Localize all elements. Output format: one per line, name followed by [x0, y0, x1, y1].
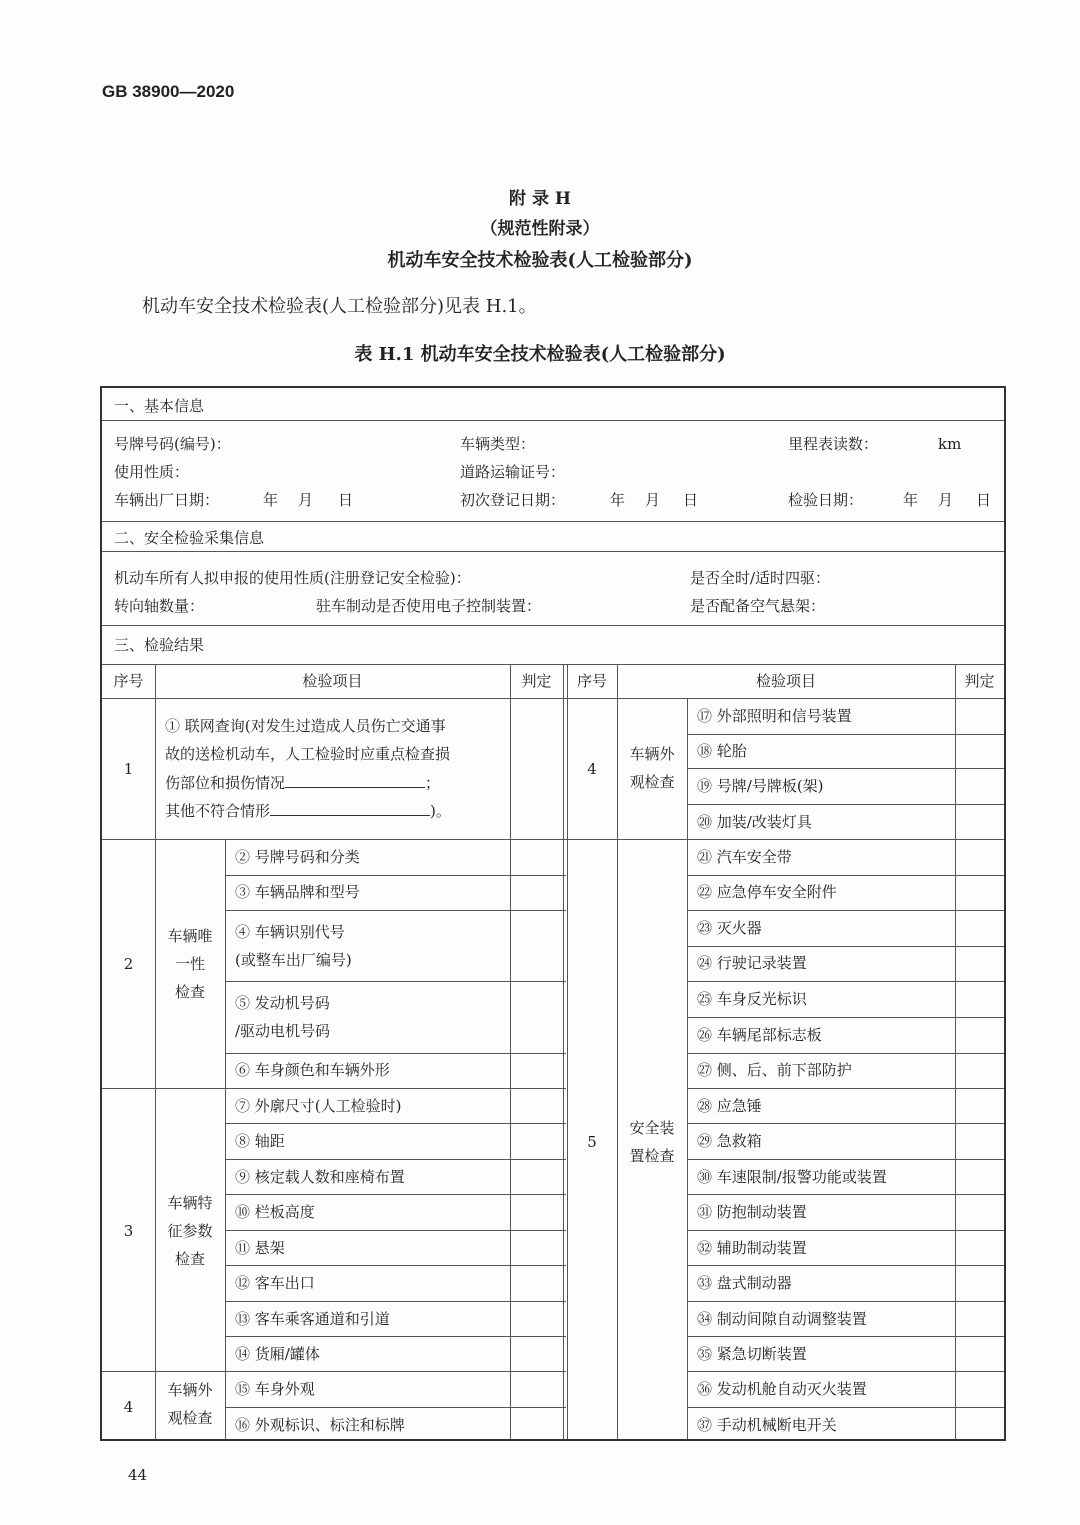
- item-10: ⑩ 栏板高度: [235, 1203, 315, 1221]
- item-16: ⑯ 外观标识、标注和标牌: [235, 1416, 405, 1434]
- odometer-label: 里程表读数：: [788, 435, 879, 453]
- item-1-line3: 伤部位和损伤情况 ；: [165, 774, 441, 792]
- item-37: ㊲ 手动机械断电开关: [697, 1416, 837, 1434]
- item-13: ⑬ 客车乘客通道和引道: [235, 1310, 390, 1328]
- category-2-line3: 检查: [174, 983, 205, 1001]
- item-7: ⑦ 外廓尺寸(人工检验时): [235, 1097, 402, 1115]
- item-2: ② 号牌号码和分类: [235, 848, 360, 866]
- col-judge-left: 判定: [521, 672, 552, 690]
- category-3-line3: 检查: [174, 1250, 205, 1268]
- item-3: ③ 车辆品牌和型号: [235, 883, 360, 901]
- item-19: ⑲ 号牌/号牌板(架): [697, 777, 824, 795]
- intro-text: 机动车安全技术检验表(人工检验部分)见表 H.1。: [142, 296, 537, 317]
- item-35: ㉟ 紧急切断装置: [697, 1345, 807, 1363]
- item-17: ⑰ 外部照明和信号装置: [697, 707, 852, 725]
- standard-number: GB 38900—2020: [102, 82, 235, 101]
- first-reg-day: 日: [683, 491, 699, 509]
- item-24: ㉔ 行驶记录装置: [697, 954, 807, 972]
- item-11: ⑪ 悬架: [235, 1239, 285, 1257]
- category-2-line1: 车辆唯: [167, 927, 213, 945]
- category-5-line2: 置检查: [629, 1147, 675, 1165]
- category-5-line1: 安全装: [629, 1119, 675, 1137]
- declared-usage-label: 机动车所有人拟申报的使用性质(注册登记安全检验)：: [114, 569, 471, 587]
- item-26: ㉖ 车辆尾部标志板: [697, 1026, 822, 1044]
- seq-5: 5: [587, 1133, 597, 1151]
- seq-4-right: 4: [587, 760, 597, 778]
- section-results-title: 三、检验结果: [114, 636, 205, 654]
- item-21: ㉑ 汽车安全带: [697, 848, 792, 866]
- item-1-line2: 故的送检机动车，人工检验时应重点检查损: [165, 745, 451, 763]
- item-5: ⑤ 发动机号码: [235, 994, 330, 1012]
- table-caption: 表 H.1 机动车安全技术检验表(人工检验部分): [354, 344, 726, 365]
- plate-number-label: 号牌号码(编号)：: [114, 435, 231, 453]
- inspection-day: 日: [976, 491, 992, 509]
- section-collect-info-title: 二、安全检验采集信息: [114, 529, 265, 547]
- category-4-right-line2: 观检查: [629, 773, 675, 791]
- first-reg-month: 月: [645, 491, 661, 509]
- item-4-line2: (或整车出厂编号): [235, 951, 352, 969]
- category-3-line2: 征参数: [167, 1222, 213, 1240]
- seq-4-left: 4: [123, 1398, 134, 1416]
- awd-label: 是否全时/适时四驱：: [690, 569, 831, 587]
- road-permit-label: 道路运输证号：: [460, 463, 566, 481]
- inspection-table: [100, 386, 1006, 1441]
- section-basic-info-title: 一、基本信息: [114, 397, 205, 415]
- factory-year: 年: [263, 491, 279, 509]
- item-14: ⑭ 货厢/罐体: [235, 1345, 320, 1363]
- item-25: ㉕ 车身反光标识: [697, 990, 807, 1008]
- inspection-year: 年: [903, 491, 919, 509]
- category-3-line1: 车辆特: [167, 1194, 213, 1212]
- item-15: ⑮ 车身外观: [235, 1380, 315, 1398]
- category-4-left-line1: 车辆外: [167, 1381, 213, 1399]
- col-seq-right: 序号: [576, 672, 607, 690]
- col-judge-right: 判定: [964, 672, 995, 690]
- vehicle-type-label: 车辆类型：: [460, 435, 536, 453]
- item-8: ⑧ 轴距: [235, 1132, 285, 1150]
- col-item-left: 检验项目: [302, 672, 363, 690]
- category-4-left-line2: 观检查: [167, 1409, 213, 1427]
- item-29: ㉙ 急救箱: [697, 1132, 762, 1150]
- item-31: ㉛ 防抱制动装置: [697, 1203, 807, 1221]
- factory-date-label: 车辆出厂日期：: [114, 491, 220, 509]
- item-12: ⑫ 客车出口: [235, 1274, 315, 1292]
- item-20: ⑳ 加装/改装灯具: [697, 813, 812, 831]
- item-27: ㉗ 侧、后、前下部防护: [697, 1061, 852, 1079]
- appendix-title: 机动车安全技术检验表(人工检验部分): [387, 250, 693, 271]
- seq-3: 3: [123, 1222, 134, 1240]
- inspection-date-label: 检验日期：: [788, 491, 864, 509]
- item-23: ㉓ 灭火器: [697, 919, 762, 937]
- odometer-unit: km: [938, 435, 962, 453]
- item-9: ⑨ 核定载人数和座椅布置: [235, 1168, 405, 1186]
- item-33: ㉝ 盘式制动器: [697, 1274, 792, 1292]
- item-34: ㉞ 制动间隙自动调整装置: [697, 1310, 867, 1328]
- item-1-line4: 其他不符合情形 )。: [165, 802, 451, 820]
- item-28: ㉘ 应急锤: [697, 1097, 762, 1115]
- col-seq-left: 序号: [113, 672, 144, 690]
- factory-month: 月: [298, 491, 314, 509]
- item-22: ㉒ 应急停车安全附件: [697, 883, 837, 901]
- seq-1: 1: [123, 760, 134, 778]
- item-6: ⑥ 车身颜色和车辆外形: [235, 1061, 390, 1079]
- item-30: ㉚ 车速限制/报警功能或装置: [697, 1168, 887, 1186]
- item-1-line1: ① 联网查询(对发生过造成人员伤亡交通事: [165, 717, 446, 735]
- inspection-month: 月: [938, 491, 954, 509]
- item-36: ㊱ 发动机舱自动灭火装置: [697, 1380, 867, 1398]
- first-reg-date-label: 初次登记日期：: [460, 491, 566, 509]
- category-2-line2: 一性: [174, 955, 205, 973]
- page-number: 44: [128, 1466, 148, 1484]
- appendix-label: 附 录 H: [509, 189, 571, 209]
- air-suspension-label: 是否配备空气悬架：: [690, 597, 826, 615]
- col-item-right: 检验项目: [755, 672, 816, 690]
- epb-label: 驻车制动是否使用电子控制装置：: [316, 597, 542, 615]
- seq-2: 2: [123, 955, 134, 973]
- category-4-right-line1: 车辆外: [629, 745, 675, 763]
- usage-label: 使用性质：: [114, 463, 190, 481]
- item-18: ⑱ 轮胎: [697, 742, 747, 760]
- first-reg-year: 年: [610, 491, 626, 509]
- factory-day: 日: [338, 491, 354, 509]
- appendix-normative: （规范性附录）: [480, 219, 600, 239]
- item-5-line2: /驱动电机号码: [235, 1022, 331, 1040]
- item-32: ㉜ 辅助制动装置: [697, 1239, 807, 1257]
- steering-axles-label: 转向轴数量：: [114, 597, 205, 615]
- item-4: ④ 车辆识别代号: [235, 923, 345, 941]
